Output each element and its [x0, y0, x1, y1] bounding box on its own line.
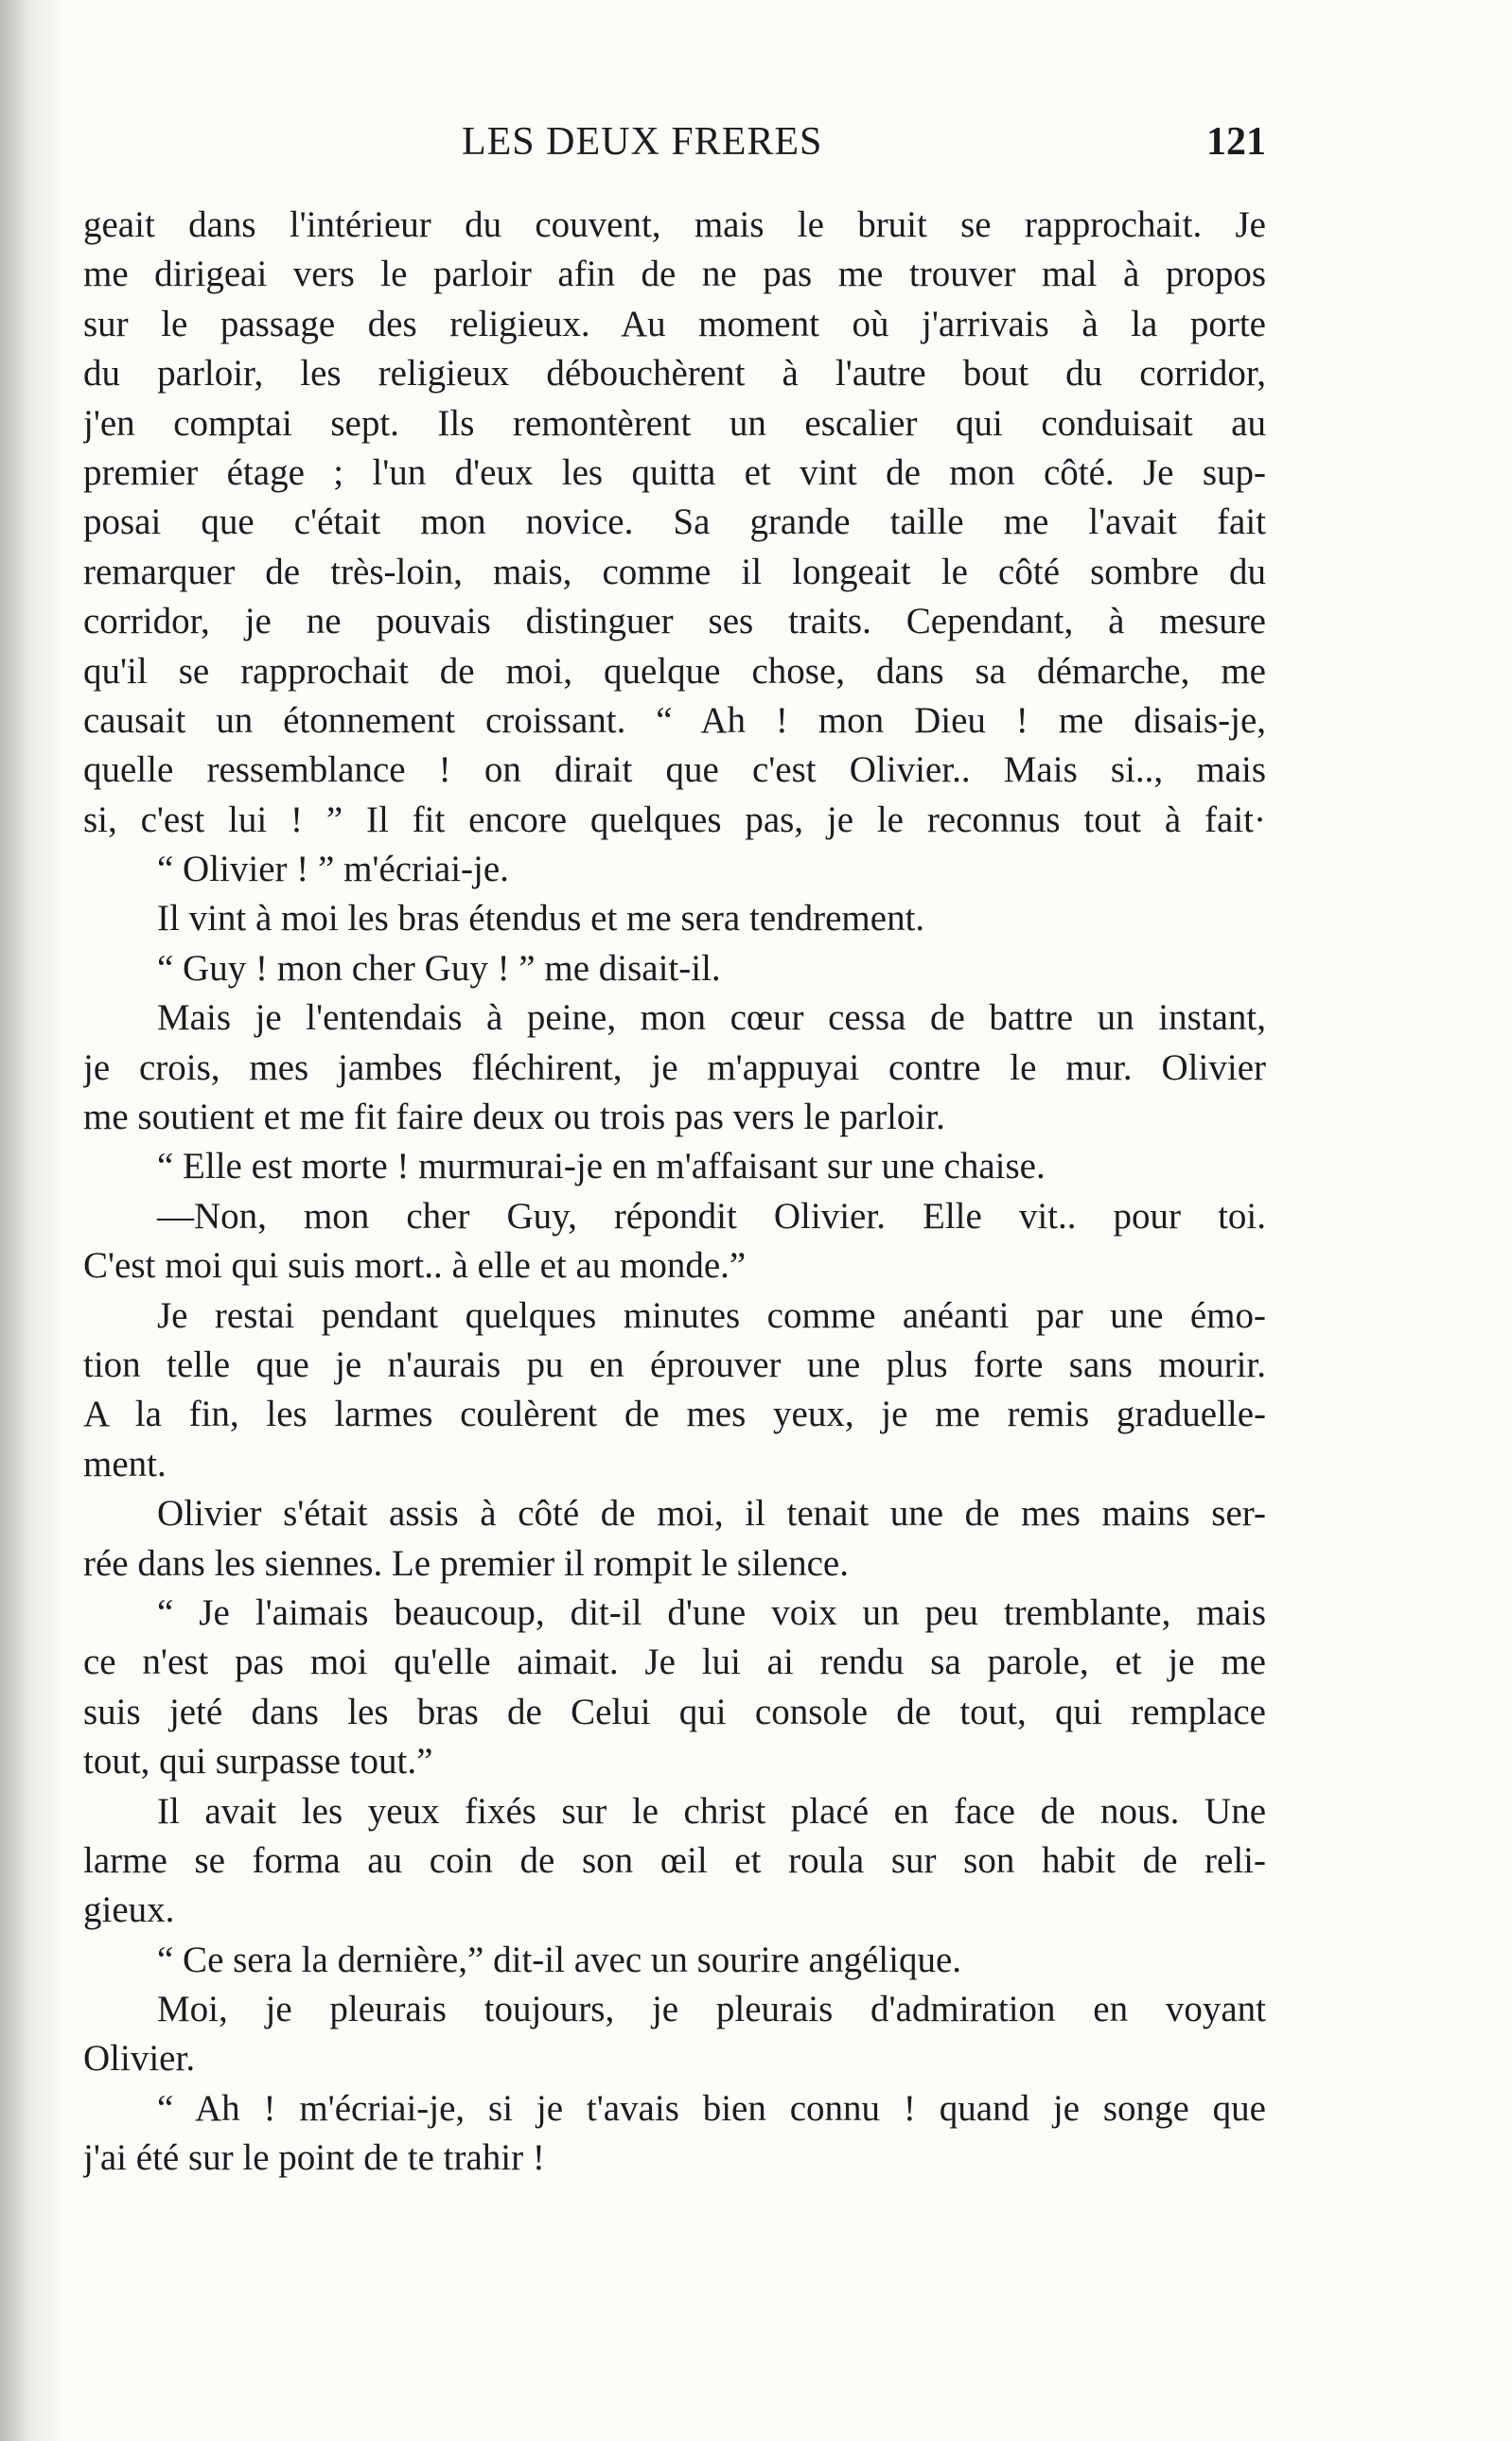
- page-binding-shadow: [0, 0, 66, 2441]
- text-line: Il avait les yeux fixés sur le christ placé en face de nous. Une: [83, 1790, 1266, 1832]
- text-line: tion telle que je n'aurais pu en éprouver une plus forte sans mourir.: [83, 1343, 1266, 1385]
- text-line: C'est moi qui suis mort.. à elle et au monde.”: [83, 1245, 747, 1287]
- text-line: j'ai été sur le point de te trahir !: [83, 2137, 545, 2179]
- text-line: qu'il se rapprochait de moi, quelque chose, dans sa démarche, me: [83, 650, 1266, 692]
- text-line: “ Olivier ! ” m'écriai-je.: [83, 849, 509, 890]
- text-line: A la fin, les larmes coulèrent de mes yeux, je me remis graduelle-: [83, 1394, 1266, 1435]
- text-line: du parloir, les religieux débouchèrent à l'autre bout du corridor,: [83, 353, 1266, 395]
- text-line: j'en comptai sept. Ils remontèrent un escalier qui conduisait au: [83, 402, 1266, 444]
- running-header: [83, 119, 1266, 167]
- text-line: rée dans les siennes. Le premier il rompit le silence.: [83, 1542, 849, 1584]
- text-line: si, c'est lui ! ” Il fit encore quelques pas, je le reconnus tout à fait·: [83, 799, 1266, 840]
- text-line: me dirigeai vers le parloir afin de ne pas me trouver mal à propos: [83, 254, 1266, 295]
- text-line: ment.: [83, 1443, 167, 1484]
- text-line: quelle ressemblance ! on dirait que c'est Olivier.. Mais si.., mais: [83, 749, 1266, 791]
- text-line: Il vint à moi les bras étendus et me sera tendrement.: [83, 898, 925, 940]
- text-line: tout, qui surpasse tout.”: [83, 1741, 433, 1782]
- text-line: me soutient et me fit faire deux ou trois pas vers le parloir.: [83, 1097, 945, 1138]
- text-line: geait dans l'intérieur du couvent, mais le bruit se rapprochait. Je: [83, 204, 1266, 245]
- text-line: larme se forma au coin de son œil et roula sur son habit de reli-: [83, 1839, 1266, 1881]
- text-line: Olivier s'était assis à côté de moi, il tenait une de mes mains ser-: [83, 1493, 1266, 1535]
- text-line: “ Guy ! mon cher Guy ! ” me disait-il.: [83, 947, 721, 989]
- text-line: ce n'est pas moi qu'elle aimait. Je lui ai rendu sa parole, et je me: [83, 1642, 1266, 1683]
- text-line: Mais je l'entendais à peine, mon cœur cessa de battre un instant,: [83, 997, 1266, 1039]
- text-line: remarquer de très-loin, mais, comme il longeait le côté sombre du: [83, 551, 1266, 592]
- text-line: —Non, mon cher Guy, répondit Olivier. Elle vit.. pour toi.: [83, 1195, 1266, 1237]
- text-line: “ Ce sera la dernière,” dit-il avec un sourire angélique.: [83, 1939, 962, 1980]
- text-line: causait un étonnement croissant. “ Ah ! mon Dieu ! me disais-je,: [83, 699, 1266, 741]
- text-line: Je restai pendant quelques minutes comme anéanti par une émo-: [83, 1294, 1266, 1336]
- running-title: LES DEUX FRERES: [462, 120, 823, 164]
- text-line: gieux.: [83, 1889, 175, 1931]
- text-line: “ Ah ! m'écriai-je, si je t'avais bien connu ! quand je songe que: [83, 2087, 1266, 2129]
- body-text: [83, 201, 1266, 2184]
- text-line: Olivier.: [83, 2038, 196, 2080]
- text-line: Moi, je pleurais toujours, je pleurais d'admiration en voyant: [83, 1989, 1266, 2030]
- text-line: “ Je l'aimais beaucoup, dit-il d'une voix un peu tremblante, mais: [83, 1591, 1266, 1633]
- text-line: premier étage ; l'un d'eux les quitta et vint de mon côté. Je sup-: [83, 451, 1266, 493]
- text-line: corridor, je ne pouvais distinguer ses traits. Cependant, à mesure: [83, 601, 1266, 642]
- page-number: 121: [1206, 120, 1266, 164]
- text-line: “ Elle est morte ! murmurai-je en m'affaisant sur une chaise.: [83, 1146, 1046, 1187]
- text-line: je crois, mes jambes fléchirent, je m'appuyai contre le mur. Olivier: [83, 1046, 1266, 1088]
- text-line: posai que c'était mon novice. Sa grande taille me l'avait fait: [83, 501, 1266, 543]
- text-line: suis jeté dans les bras de Celui qui console de tout, qui remplace: [83, 1691, 1266, 1732]
- text-line: sur le passage des religieux. Au moment où j'arrivais à la porte: [83, 303, 1266, 344]
